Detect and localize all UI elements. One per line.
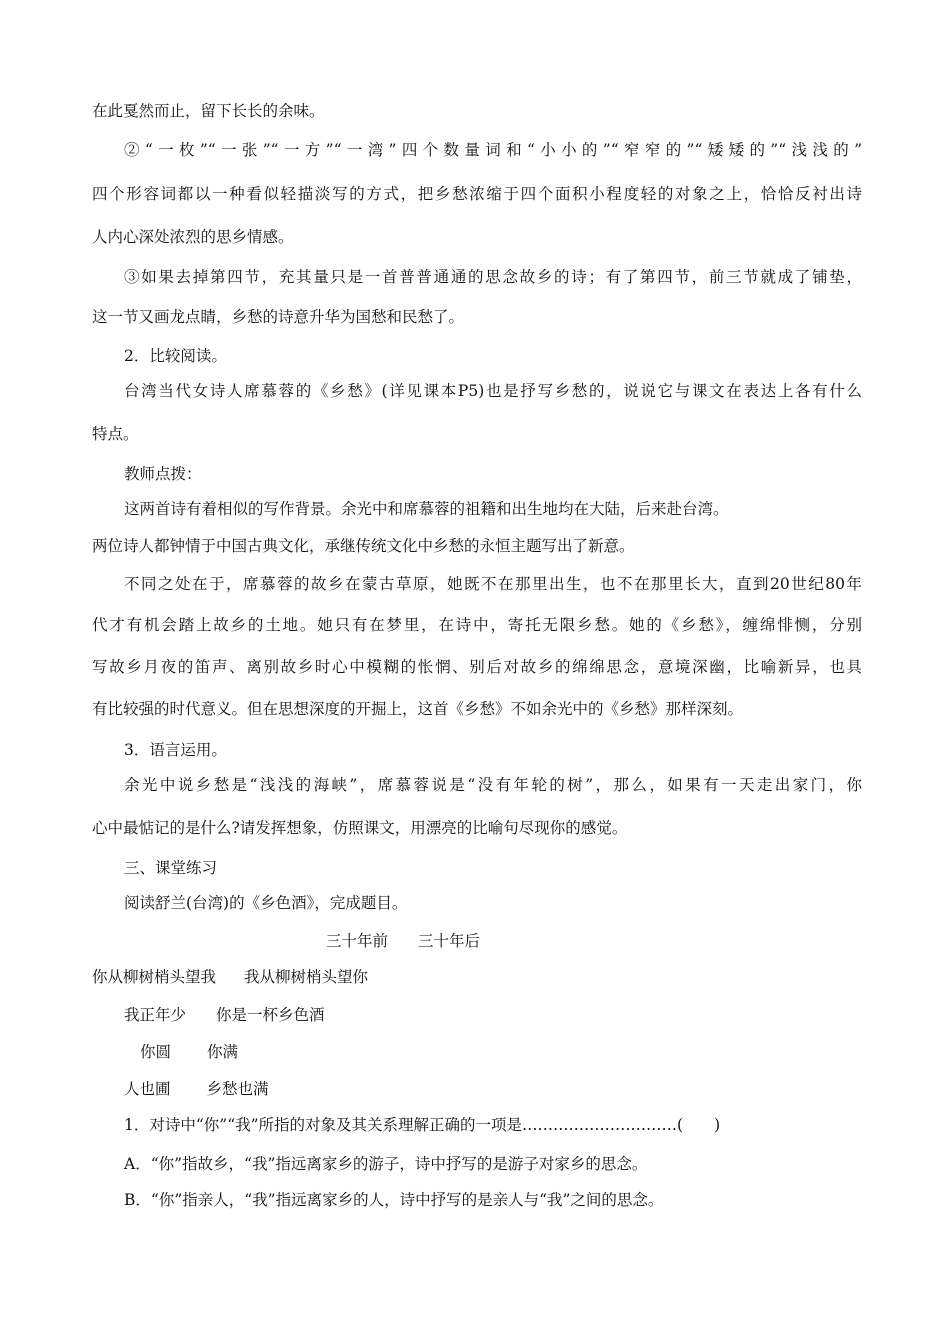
paragraph-line: 人内心深处浓烈的思乡情感。	[92, 228, 294, 246]
paragraph-line: 不同之处在于，席慕蓉的故乡在蒙古草原，她既不在那里出生，也不在那里长大，直到20世纪80年	[124, 575, 862, 593]
paragraph-line: 有比较强的时代意义。但在思想深度的开掘上，这首《乡愁》不如余光中的《乡愁》那样深刻。	[92, 700, 744, 718]
poem-line: 你圆 你满	[140, 1043, 239, 1061]
section-heading: 三、课堂练习	[124, 859, 218, 877]
paragraph-line: 特点。	[92, 425, 139, 443]
paragraph-line: ③如果去掉第四节，充其量只是一首普普通通的思念故乡的诗；有了第四节，前三节就成了铺垫，	[124, 268, 862, 286]
paragraph-line: 两位诗人都钟情于中国古典文化，承继传统文化中乡愁的永恒主题写出了新意。	[92, 537, 635, 555]
paragraph-line: 余光中说乡愁是“浅浅的海峡”，席慕蓉说是“没有年轮的树”，那么，如果有一天走出家门，你	[124, 776, 862, 794]
teacher-tip-label: 教师点拨：	[124, 465, 202, 483]
paragraph-line: 这两首诗有着相似的写作背景。余光中和席慕蓉的祖籍和出生地均在大陆，后来赴台湾。	[124, 500, 729, 518]
poem-line: 你从柳树梢头望我 我从柳树梢头望你	[92, 968, 369, 986]
paragraph-line: ②“一枚”“一张”“一方”“一湾”四个数量词和“小小的”“窄窄的”“矮矮的”“浅浅的”	[124, 141, 862, 159]
question-stem: 1．对诗中“你”“我”所指的对象及其关系理解正确的一项是…………………………( )	[124, 1116, 721, 1134]
option-a: A．“你”指故乡，“我”指远离家乡的游子，诗中抒写的是游子对家乡的思念。	[124, 1155, 648, 1173]
section-heading: 3．语言运用。	[124, 741, 227, 759]
paragraph-line: 代才有机会踏上故乡的土地。她只有在梦里，在诗中，寄托无限乡愁。她的《乡愁》，缠绵悱恻，分别	[92, 616, 862, 634]
paragraph-line: 四个形容词都以一种看似轻描淡写的方式，把乡愁浓缩于四个面积小程度轻的对象之上，恰恰反衬出诗	[92, 185, 862, 203]
paragraph-line: 在此戛然而止，留下长长的余味。	[92, 102, 325, 120]
poem-line: 人也圃 乡愁也满	[124, 1080, 269, 1098]
poem-line: 我正年少 你是一杯乡色酒	[124, 1006, 325, 1024]
paragraph-line: 台湾当代女诗人席慕蓉的《乡愁》(详见课本P5)也是抒写乡愁的，说说它与课文在表达上各有什么	[124, 382, 862, 400]
paragraph-line: 心中最惦记的是什么?请发挥想象，仿照课文，用漂亮的比喻句尽现你的感觉。	[92, 819, 628, 837]
paragraph-line: 阅读舒兰(台湾)的《乡色酒》，完成题目。	[124, 894, 408, 912]
paragraph-line: 写故乡月夜的笛声、离别故乡时心中模糊的怅惘、别后对故乡的绵绵思念，意境深幽，比喻新异，也具	[92, 658, 862, 676]
option-b: B．“你”指亲人，“我”指远离家乡的人，诗中抒写的是亲人与“我”之间的思念。	[124, 1191, 664, 1209]
poem-line: 三十年前 三十年后	[326, 932, 481, 950]
section-heading: 2．比较阅读。	[124, 347, 227, 365]
paragraph-line: 这一节又画龙点睛，乡愁的诗意升华为国愁和民愁了。	[92, 308, 465, 326]
